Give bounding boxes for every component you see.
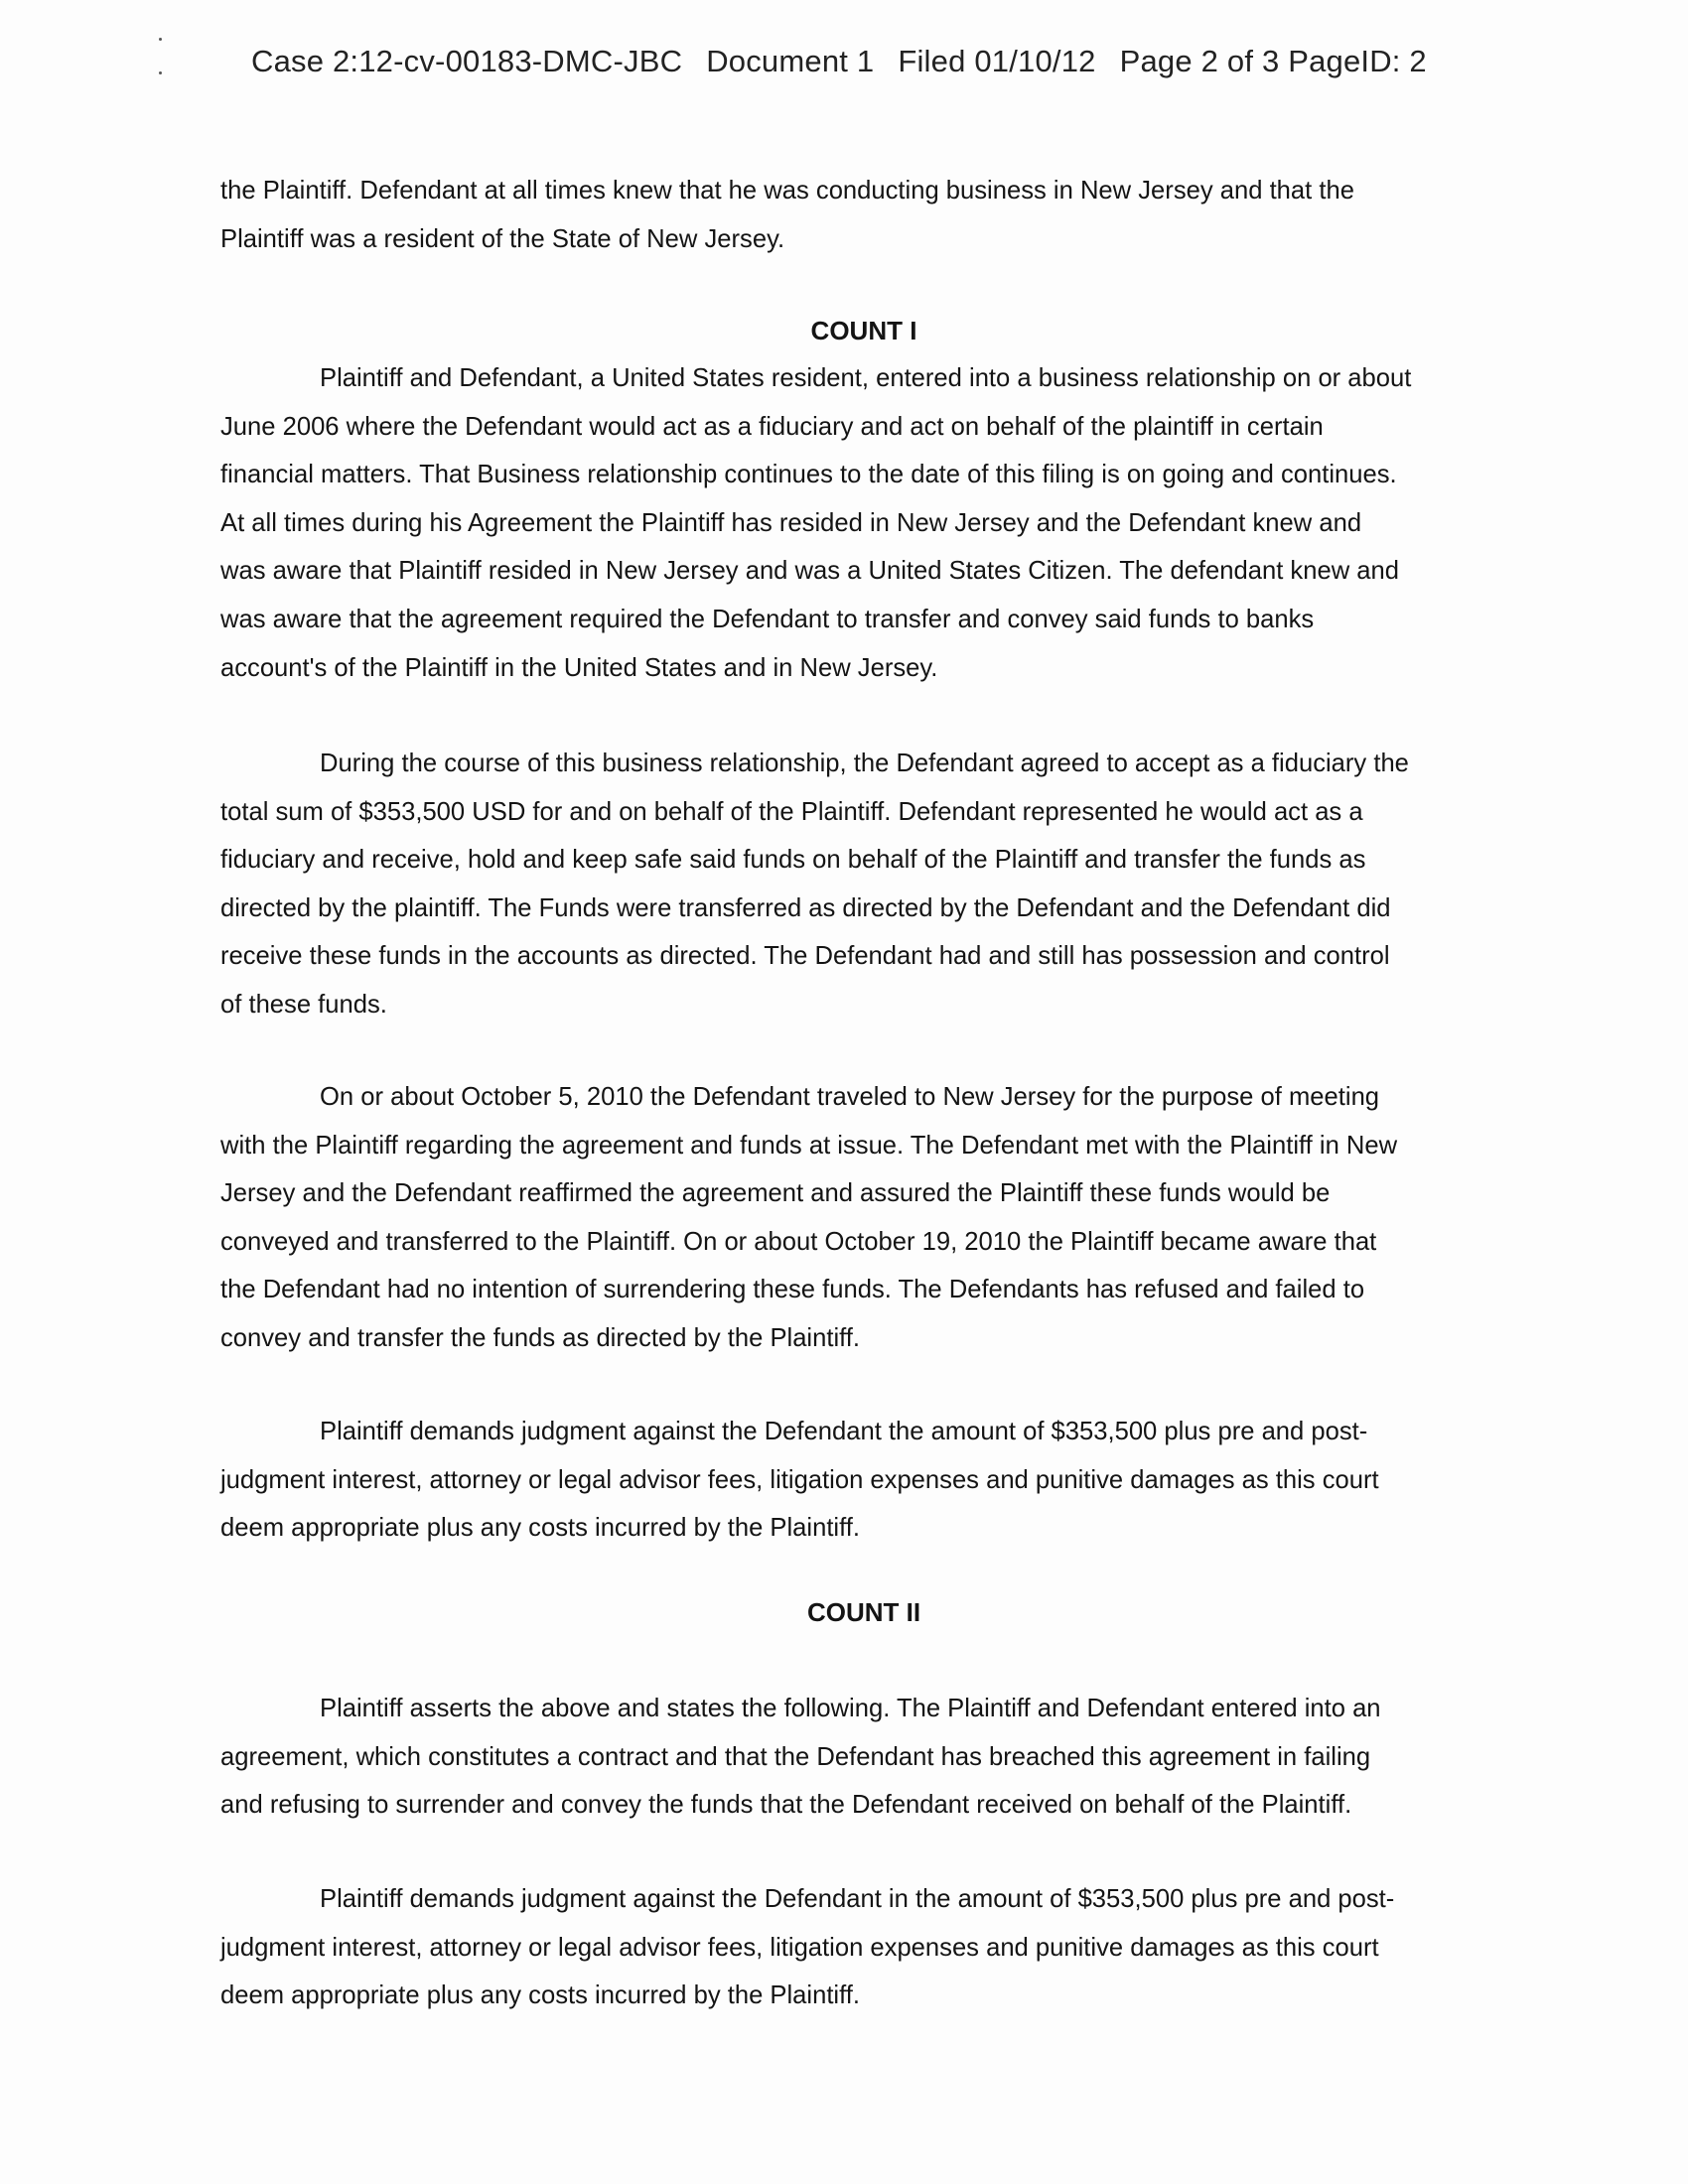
text-line: Plaintiff asserts the above and states the following. The Plaintiff and Defendant entered into an (320, 1695, 1381, 1722)
text-line: with the Plaintiff regarding the agreement and funds at issue. The Defendant met with the Plaintiff in New (220, 1131, 1398, 1160)
text-line: the Defendant had no intention of surrendering these funds. The Defendants has refused and failed to (220, 1276, 1365, 1304)
text-line: At all times during his Agreement the Plaintiff has resided in New Jersey and the Defendant knew and (220, 508, 1362, 537)
paragraph-count1-meeting (220, 1073, 1511, 1363)
text-line: was aware that Plaintiff resided in New Jersey and was a United States Citizen. The defendant knew and (220, 557, 1399, 586)
case-header (251, 44, 1427, 79)
text-line: Plaintiff was a resident of the State of New Jersey. (220, 224, 785, 253)
text-line: account's of the Plaintiff in the United States and in New Jersey. (220, 653, 938, 682)
paragraph-count1-relationship (220, 354, 1511, 692)
text-line: financial matters. That Business relationship continues to the date of this filing is on going and continues. (220, 461, 1397, 489)
document-number: Document 1 (706, 44, 875, 78)
text-line: June 2006 where the Defendant would act as a fiduciary and act on behalf of the plaintiff in certain (220, 412, 1324, 441)
text-line: was aware that the agreement required the Defendant to transfer and convey said funds to banks (220, 605, 1315, 633)
paragraph-intro (220, 167, 1511, 263)
text-line: convey and transfer the funds as directed by the Plaintiff. (220, 1323, 861, 1352)
scan-speck (159, 38, 162, 41)
text-line: receive these funds in the accounts as directed. The Defendant had and still has possession and control (220, 942, 1390, 971)
text-line: agreement, which constitutes a contract and that the Defendant has breached this agreement in failing (220, 1742, 1371, 1771)
scan-speck (159, 71, 162, 74)
paragraph-count2-demand (220, 1875, 1511, 2020)
count-two-heading: COUNT II (806, 1597, 921, 1627)
text-line: conveyed and transferred to the Plaintiff. On or about October 19, 2010 the Plaintiff became aware that (220, 1227, 1377, 1256)
case-number: Case 2:12-cv-00183-DMC-JBC (251, 44, 683, 78)
paragraph-count1-demand (220, 1408, 1511, 1553)
text-line: fiduciary and receive, hold and keep safe said funds on behalf of the Plaintiff and transfer the funds as (220, 846, 1366, 875)
text-line: the Plaintiff. Defendant at all times knew that he was conducting business in New Jersey and that the (220, 177, 1354, 205)
text-line: of these funds. (220, 990, 387, 1019)
filed-date: Filed 01/10/12 (898, 44, 1096, 78)
text-line: Jersey and the Defendant reaffirmed the agreement and assured the Plaintiff these funds would be (220, 1179, 1331, 1208)
text-line: During the course of this business relationship, the Defendant agreed to accept as a fiduciary the (320, 750, 1409, 777)
paragraph-count1-funds (220, 740, 1511, 1029)
page-info: Page 2 of 3 PageID: 2 (1119, 44, 1427, 78)
text-line: total sum of $353,500 USD for and on behalf of the Plaintiff. Defendant represented he would act as a (220, 797, 1363, 826)
text-line: On or about October 5, 2010 the Defendant traveled to New Jersey for the purpose of meeting (320, 1083, 1380, 1111)
text-line: directed by the plaintiff. The Funds were transferred as directed by the Defendant and the Defendant did (220, 893, 1391, 922)
paragraph-count2-breach (220, 1685, 1511, 1830)
text-line: deem appropriate plus any costs incurred by the Plaintiff. (220, 1514, 860, 1543)
text-line: Plaintiff demands judgment against the Defendant the amount of $353,500 plus pre and post- (320, 1418, 1368, 1445)
text-line: and refusing to surrender and convey the funds that the Defendant received on behalf of the Plaintiff. (220, 1791, 1352, 1820)
text-line: Plaintiff and Defendant, a United States resident, entered into a business relationship on or about (320, 364, 1412, 392)
text-line: judgment interest, attorney or legal advisor fees, litigation expenses and punitive damages as this court (220, 1933, 1379, 1962)
count-one-heading: COUNT I (810, 316, 917, 345)
text-line: Plaintiff demands judgment against the Defendant in the amount of $353,500 plus pre and post- (320, 1885, 1395, 1913)
text-line: judgment interest, attorney or legal advisor fees, litigation expenses and punitive damages as this court (220, 1465, 1379, 1494)
text-line: deem appropriate plus any costs incurred by the Plaintiff. (220, 1981, 860, 2010)
